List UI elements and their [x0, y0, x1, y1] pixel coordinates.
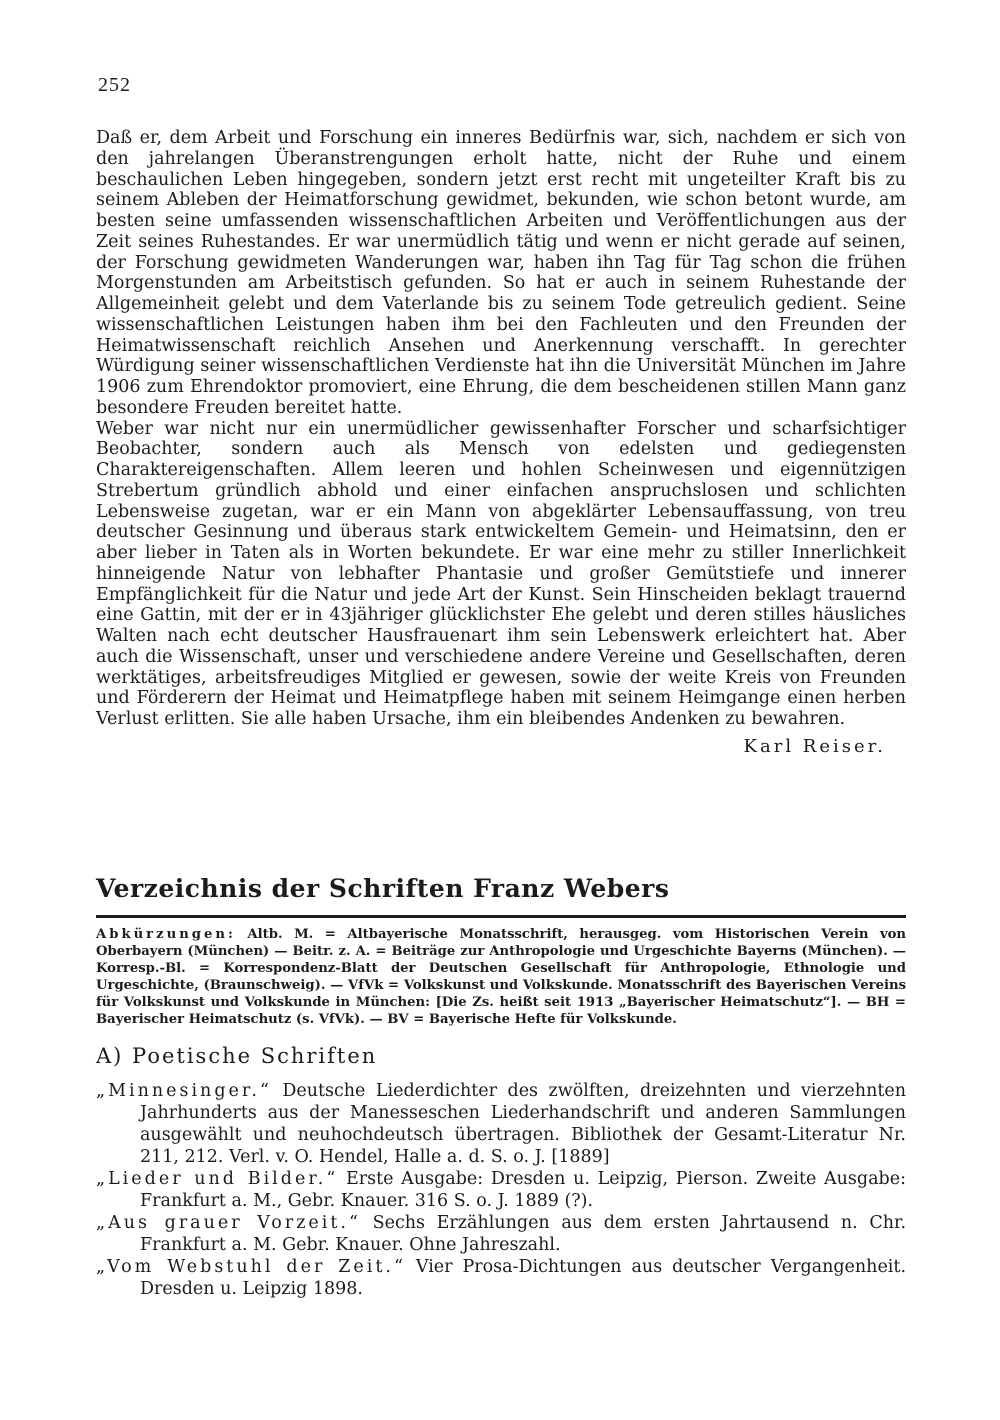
- work-title: „Aus grauer Vorzeit.“: [96, 1213, 361, 1233]
- abbreviations-block: [96, 926, 906, 1028]
- work-entry: [96, 1080, 906, 1168]
- work-details: Erste Ausgabe: Dresden u. Leipzig, Pierson. Zweite Ausgabe: Frankfurt a. M., Gebr. Knauer. 316 S. o. J. 1889 (?).: [140, 1169, 907, 1211]
- obituary-text: [96, 128, 906, 757]
- work-title: „Vom Webstuhl der Zeit.“: [96, 1257, 406, 1277]
- abbreviations-lead: Abkürzungen:: [96, 927, 236, 942]
- work-details: Vier Prosa-Dichtungen aus deutscher Vergangenheit. Dresden u. Leipzig 1898.: [140, 1257, 907, 1299]
- work-title: „Lieder und Bilder.“: [96, 1169, 339, 1189]
- paragraph: Daß er, dem Arbeit und Forschung ein inneres Bedürfnis war, sich, nachdem er sich von den jahrelangen Überanstrengungen erholt hatte, nicht der Ruhe und einem beschaulichen Leben hingegeben, sondern jetzt erst recht mit ungeteilter Kraft bis zu seinem Ableben der Heimatforschung gewidmet, bekunden, wie schon betont wurde, am besten seine umfassenden wissenschaftlichen Arbeiten und Veröffentlichungen aus der Zeit seines Ruhestandes. Er war unermüdlich tätig und wenn er nicht gerade auf seinen, der Forschung gewidmeten Wanderungen war, haben ihn Tag für Tag schon die frühen Morgenstunden am Arbeitstisch gefunden. So hat er auch in seinem Ruhestande der Allgemeinheit gelebt und dem Vaterlande bis zu seinem Tode getreulich gedient. Seine wissenschaftlichen Leistungen haben ihm bei den Fachleuten und den Freunden der Heimatwissenschaft reichlich Ansehen und Anerkennung verschafft. In gerechter Würdigung seiner wissenschaftlichen Verdienste hat ihn die Universität München im Jahre 1906 zum Ehrendoktor promoviert, eine Ehrung, die dem bescheidenen stillen Mann ganz besondere Freuden bereitet hatte.: [96, 128, 906, 418]
- work-entry: [96, 1168, 906, 1212]
- work-entry: [96, 1212, 906, 1256]
- work-title: „Minnesinger.“: [96, 1081, 272, 1101]
- abbreviations-text: Altb. M. = Altbayerische Monatsschrift, herausgeg. vom Historischen Verein von Oberbayern (München) — Beitr. z. A. = Beiträge zur Anthropologie und Urgeschichte Bayerns (München). — Korresp.-Bl. = Korrespondenz-Blatt der Deutschen Gesellschaft für Anthropologie, Ethnologie und Urgeschichte, (Braunschweig). — VfVk = Volkskunst und Volkskunde. Monatsschrift des Bayerischen Vereins für Volkskunst und Volkskunde in München: [Die Zs. heißt seit 1913 „Bayerischer Heimatschutz“]. — BH = Bayerischer Heimatschutz (s. VfVk). — BV = Bayerische Hefte für Volkskunde.: [96, 927, 907, 1027]
- paragraph: Weber war nicht nur ein unermüdlicher gewissenhafter Forscher und scharfsichtiger Beobachter, sondern auch als Mensch von edelsten und gediegensten Charaktereigenschaften. Allem leeren und hohlen Scheinwesen und eigennützigen Strebertum gründlich abhold und einer einfachen anspruchslosen und schlichten Lebensweise zugetan, war er ein Mann von abgeklärter Lebensauffassung, von treu deutscher Gesinnung und überaus stark entwickeltem Gemein- und Heimatsinn, den er aber lieber in Taten als in Worten bekundete. Er war eine mehr zu stiller Innerlichkeit hinneigende Natur von lebhafter Phantasie und großer Gemütstiefe und innerer Empfänglichkeit für die Natur und jede Art der Kunst. Sein Hinscheiden beklagt trauernd eine Gattin, mit der er in 43jähriger glücklichster Ehe gelebt und deren stilles häusliches Walten nach echt deutscher Hausfrauenart ihm sein Lebenswerk erleichtert hat. Aber auch die Wissenschaft, unser und verschiedene andere Vereine und Gesellschaften, deren werktätiges, arbeitsfreudiges Mitglied er gewesen, sowie der weite Kreis von Freunden und Förderern der Heimat und Heimatpflege haben mit seinem Heimgange einen herben Verlust erlitten. Sie alle haben Ursache, ihm ein bleibendes Andenken zu bewahren.: [96, 418, 906, 729]
- author-signature: Karl Reiser.: [743, 735, 886, 757]
- signature-row: [96, 736, 906, 757]
- section-subheading: A) Poetische Schriften: [96, 1044, 378, 1068]
- page-number: 252: [98, 74, 131, 96]
- heading-rule: [96, 915, 906, 918]
- works-list: [96, 1080, 906, 1300]
- work-details: Deutsche Liederdichter des zwölften, dreizehnten und vierzehnten Jahrhunderts aus der Manesseschen Liederhandschrift und anderen Sammlungen ausgewählt und neuhochdeutsch übertragen. Bibliothek der Gesamt-Literatur Nr. 211, 212. Verl. v. O. Hendel, Halle a. d. S. o. J. [1889]: [140, 1081, 906, 1167]
- bibliography-heading: Verzeichnis der Schriften Franz Webers: [96, 874, 670, 903]
- work-entry: [96, 1256, 906, 1300]
- work-details: Sechs Erzählungen aus dem ersten Jahrtausend n. Chr. Frankfurt a. M. Gebr. Knauer. Ohne Jahreszahl.: [140, 1213, 907, 1255]
